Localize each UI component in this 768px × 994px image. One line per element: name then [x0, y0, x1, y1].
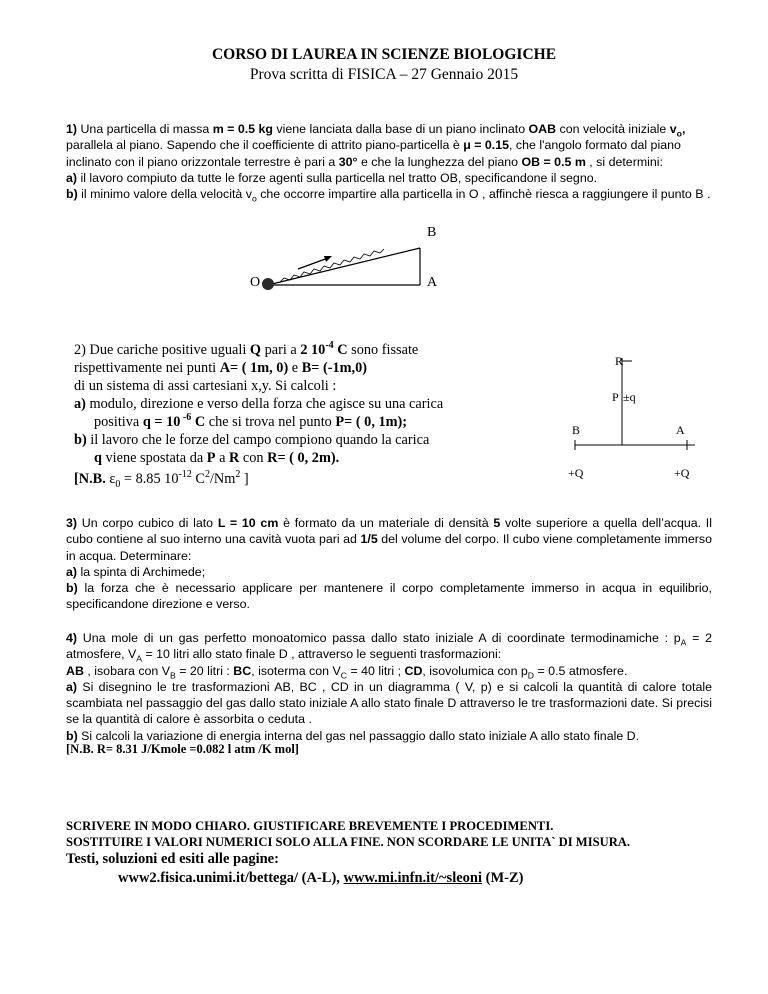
label-b: B — [427, 225, 437, 240]
problem-2 — [74, 341, 504, 467]
problem-3-part-b: b) la forza che è necessario applicare per mantenere il corpo completamente immerso in acqua in equilibrio, specificandone direzione e verso. — [66, 581, 712, 612]
text: Una particella di massa — [77, 122, 213, 136]
text: con velocità iniziale — [556, 122, 670, 136]
links-line: www2.fisica.unimi.it/bettega/ (A-L), www.mi.infn.it/~sleoni (M-Z) — [118, 870, 524, 886]
angle-value: 30° — [338, 154, 358, 169]
label-a: A — [427, 275, 438, 290]
charges-figure — [560, 350, 720, 460]
instruction-line-1: SCRIVERE IN MODO CHIARO. GIUSTIFICARE BREVEMENTE I PROCEDIMENTI. — [66, 819, 554, 833]
instruction-line-2: SOSTITUIRE I VALORI NUMERICI SOLO ALLA FINE. NON SCORDARE LE UNITA` DI MISURA. — [66, 835, 631, 849]
problem-4 — [66, 630, 712, 744]
problem-2-line-3: di un sistema di assi cartesiani x,y. Si calcoli : — [74, 378, 337, 394]
label-charge-b: +Q — [568, 466, 584, 480]
problem-4-statement: 4) Una mole di un gas perfetto monoatomico passa dallo stato iniziale A di coordinate termodinamiche : $p_A = 2$ atmosfere, $V_A = 10$ litri allo stato finale D , attraverso le seguenti trasformazioni: — [66, 631, 712, 664]
page-title: CORSO DI LAUREA IN SCIENZE BIOLOGICHE — [211, 46, 557, 63]
text: , si determini: — [585, 154, 663, 169]
label-q: ±q — [623, 390, 636, 404]
problem-4-part-a: a) Si disegnino le tre trasformazioni AB, BC , CD in un diagramma ( V, p) e si calcoli la quantità di calore totale scambiata nel passaggio del gas dallo stato iniziale A allo stato finale D attraverso le tre trasformazioni date. Si precisi se la quantità di calore è assorbita o ceduta . — [66, 679, 712, 727]
length-value: OB = 0.5 m — [521, 154, 586, 169]
label-a2: A — [676, 423, 685, 437]
problem-1-part-b: b) il minimo valore della velocità $v_o$ che occorre impartire alla particella in O , affinchè riesca a raggiungere il punto B . — [66, 187, 711, 204]
charge-q-value: q = 10 $^{-6}$ C — [142, 412, 206, 430]
problem-3 — [66, 515, 712, 613]
label-r: R — [615, 354, 624, 368]
problem-3-part-a: a) la spinta di Archimede; — [66, 564, 206, 579]
label-o: O — [250, 275, 261, 290]
problem-1-part-a: a) il lavoro compiuto da tutte le forze agenti sulla particella nel tratto OB, specificandone il segno. — [66, 170, 598, 185]
text: parallela al piano. Sapendo che il coefficiente di attrito piano-particella è — [66, 138, 464, 153]
particle — [262, 278, 274, 290]
mu-value: μ = 0.15 — [463, 138, 510, 153]
problem-1-statement — [66, 121, 712, 170]
problem-2-line-2: rispettivamente nei punti A= ( 1m, 0) e B= (-1m,0) — [74, 360, 368, 376]
link-sleoni[interactable]: www.mi.infn.it/~sleoni — [343, 870, 483, 886]
label-p: P — [612, 390, 619, 404]
problem-2-part-a-cont: positiva q = 10 $^{-6}$ C che si trova nel punto P= ( 0, 1m); — [94, 412, 408, 430]
problem-2-line-1: 2) Due cariche positive uguali Q pari a 2 $10^{-4}$ C sono fissate — [74, 340, 419, 358]
charge-Q-value: 2 $10^{-4}$ C — [300, 340, 348, 358]
problem-3-statement: 3) Un corpo cubico di lato L = 10 cm è formato da un materiale di densità 5 volte superiore a quella dell’acqua. Il cubo contiene al suo interno una cavità vuota pari ad 1/5 del volume del corpo. Il cubo viene completamente immerso in acqua. Determinare: — [66, 516, 713, 563]
problem-4-transformations: AB , isobara con $V_B = 20$ litri : BC, isoterma con $V_C = 40$ litri ; CD, isovolumica con $p_D = 0.5$ atmosfere. — [66, 663, 628, 681]
problem-1 — [66, 121, 712, 202]
problem-2-part-b: b) il lavoro che le forze del campo compiono quando la carica — [74, 432, 430, 448]
link-bettega[interactable]: www2.fisica.unimi.it/bettega/ — [118, 870, 299, 886]
text: e che la lunghezza del piano — [357, 154, 522, 169]
problem-2-part-a: a) modulo, direzione e verso della forza che agisce su una carica — [74, 396, 444, 412]
friction-hatching — [280, 249, 384, 282]
problem-2-note: [N.B. $\varepsilon_0 = 8.85$ $10^{-12}$ $C^2/Nm^2$ ] — [74, 469, 249, 490]
instruction-line-3: Testi, soluzioni ed esiti alle pagine: — [66, 851, 279, 867]
v0-symbol: $v_o$, — [669, 122, 686, 139]
instructions-footer — [66, 818, 712, 888]
page-subtitle: Prova scritta di FISICA – 27 Gennaio 2015 — [249, 66, 519, 83]
problem-4-part-b: b) Si calcoli la variazione di energia interna del gas nel passaggio dallo stato iniziale A allo stato finale D. — [66, 728, 640, 743]
velocity-arrowhead — [324, 256, 332, 262]
problem-4-note: [N.B. R= 8.31 J/Kmole =0.082 l atm /K mol] — [66, 742, 299, 756]
velocity-arrow-shaft — [298, 258, 328, 269]
label-charge-a: +Q — [674, 466, 690, 480]
plane-label: OAB — [528, 122, 557, 136]
text: viene lanciata dalla base di un piano inclinato — [272, 122, 529, 136]
text: , che l'angolo formato dal piano inclinato con il piano orizzontale terrestre è pari a — [66, 138, 681, 169]
problem-2-part-b-cont: q viene spostata da P a R con R= ( 0, 2m). — [94, 450, 340, 466]
problem-1-number: 1) — [66, 122, 78, 136]
label-b2: B — [572, 423, 581, 437]
mass-value: m = 0.5 kg — [212, 122, 273, 136]
